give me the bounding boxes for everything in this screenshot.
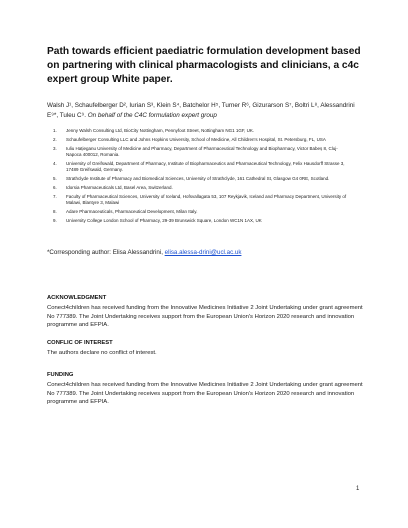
affiliation-item xyxy=(50,137,350,143)
affiliation-text: Faculty of Pharmaceutical Sciences, University of Iceland, Hofsvallagata 53, 107 Reykjavik, Iceland and Pharmacy Department, University of Malawi, Blantyre 3, Malawi xyxy=(66,193,347,205)
acknowledgment-heading: ACKNOWLEDGMENT xyxy=(47,295,107,301)
conflict-text: The authors declare no conflict of interest. xyxy=(47,350,157,356)
corresponding-author xyxy=(47,249,367,257)
affiliation-number: 5. xyxy=(53,175,57,181)
affiliation-text: Idorsia Pharmaceuticals Ltd, Basel Area, Switzerland. xyxy=(66,184,173,190)
corresponding-label: *Corresponding author: Elisa Alessandrini, xyxy=(47,249,165,256)
affiliation-text: University College London School of Pharmacy, 29-39 Brunswick Square, London WC1N 1AX, UK xyxy=(66,217,262,223)
authors-behalf: On behalf of the C4C formulation expert group xyxy=(87,111,217,119)
affiliation-item xyxy=(50,146,350,158)
affiliation-text: Iuliu Hațieganu University of Medicine and Pharmacy, Department of Pharmaceutical Technology and Biopharmacy, Victor Babeș 8, Cluj-Napoca 400012, Romania. xyxy=(66,145,338,157)
funding-text: Conect4children has received funding from the Innovative Medicines Initiative 2 Joint Undertaking under grant agreement No 777389. The Joint Undertaking receives support from the European Union's Horizon 2020 research and innovation programme and EFPIA. xyxy=(47,382,363,406)
corresponding-email-link[interactable]: elisa.alessa-drini@ucl.ac.uk xyxy=(164,249,242,256)
affiliation-item xyxy=(50,128,350,134)
funding-heading: FUNDING xyxy=(47,372,74,378)
affiliation-item xyxy=(50,209,350,215)
acknowledgment-text: Conect4children has received funding from the Innovative Medicines Initiative 2 Joint Undertaking under grant agreement No 777389. The Joint Undertaking receives support from the European Union's Horizon 2020 research and innovation programme and EFPIA. xyxy=(47,305,363,329)
affiliation-number: 7. xyxy=(53,193,57,199)
author-list xyxy=(47,101,367,120)
affiliation-list xyxy=(50,128,350,227)
affiliation-item xyxy=(50,185,350,191)
affiliation-number: 6. xyxy=(53,184,57,190)
paper-title: Path towards efficient paediatric formulation development based on partnering with clinical pharmacologists and clinicians, a c4c expert group White paper. xyxy=(47,46,361,85)
affiliation-number: 8. xyxy=(53,208,57,214)
affiliation-text: Adare Pharmaceuticals, Pharmaceutical Development, Milan Italy. xyxy=(66,208,198,214)
affiliation-number: 2. xyxy=(53,136,57,142)
affiliation-text: Strathclyde Institute of Pharmacy and Biomedical Sciences, University of Strathclyde, 161 Cathedral St, Glasgow G4 0RE, Scotland. xyxy=(66,175,330,181)
affiliation-number: 3. xyxy=(53,145,57,151)
affiliation-number: 9. xyxy=(53,217,57,223)
authors-names: Walsh J¹, Schaufelberger D², Iurian S³, Klein S⁴, Batchelor H⁵, Turner R⁶, Gizurarson S⁷, Boltri L⁸, Alessandrini E⁹*, Tuleu C⁹. xyxy=(47,102,355,119)
affiliation-number: 1. xyxy=(53,128,57,133)
affiliation-text: University of Greifswald, Department of Pharmacy, Institute of Biopharmaceutics and Pharmaceutical Technology, Felix Hausdorff Strasse 3, 17489 Greifswald, Germany. xyxy=(66,160,345,173)
affiliation-item xyxy=(50,194,350,206)
affiliation-text: Jenny Walsh Consulting Ltd, BioCity Nottingham, Pennyfoot Street, Nottingham NG1 1GF, UK. xyxy=(66,128,255,133)
affiliation-item xyxy=(50,176,350,182)
affiliation-item xyxy=(50,218,350,224)
affiliation-text: Schaufelberger Consulting LLC and Johns Hopkins University, School of Medicine, All Children's Hospital, St. Petersburg, FL, USA xyxy=(66,136,326,142)
affiliation-number: 4. xyxy=(53,160,57,166)
affiliation-item xyxy=(50,161,350,173)
page-number: 1 xyxy=(356,486,360,492)
conflict-heading: CONFLIC OF INTEREST xyxy=(47,340,113,346)
